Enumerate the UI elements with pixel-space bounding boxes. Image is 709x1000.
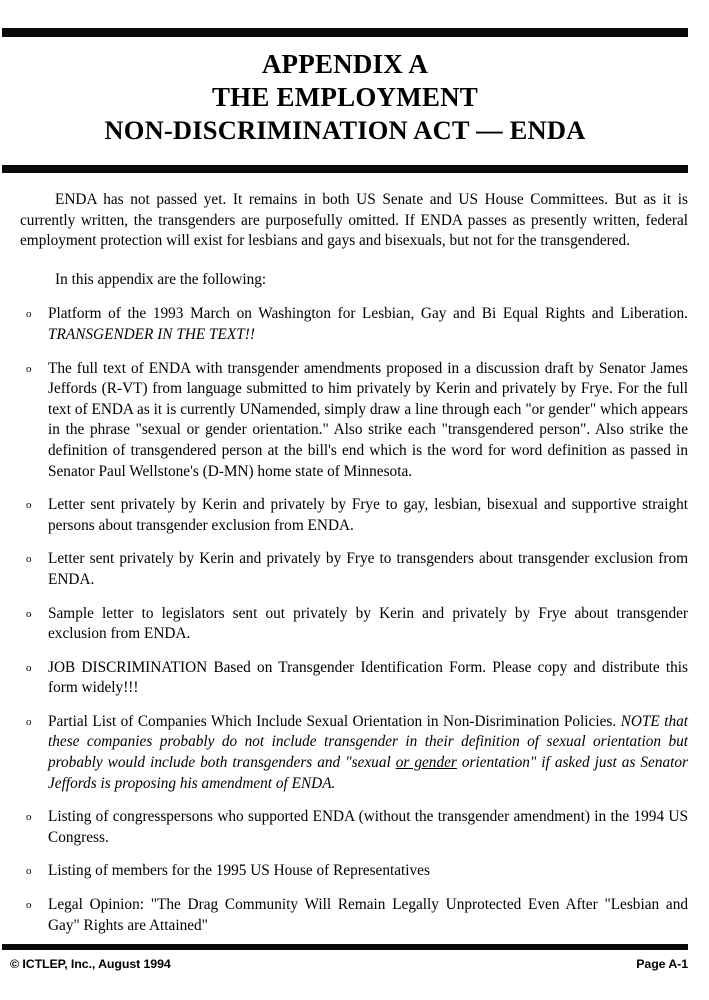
list-item-text: Partial List of Companies Which Include Sexual Orientation in Non-Disrimination Policies. <box>48 712 621 730</box>
page-number: Page A-1 <box>636 957 688 971</box>
list-item <box>20 304 688 345</box>
list-item-text: Platform of the 1993 March on Washington for Lesbian, Gay and Bi Equal Rights and Liberation. <box>48 305 688 323</box>
list-item-text: Listing of congresspersons who supported ENDA (without the transgender amendment) in the 1994 US Congress. <box>48 808 688 846</box>
document-body <box>20 190 688 949</box>
list-item-note-part-2: orientation" if asked just as Senator Jeffords is proposing his amendment of ENDA. <box>48 754 688 792</box>
list-item <box>20 549 688 590</box>
page-footer <box>10 957 688 971</box>
list-item <box>20 658 688 699</box>
lead-in-paragraph: In this appendix are the following: <box>55 270 267 288</box>
title-line-3: NON-DISCRIMINATION ACT — ENDA <box>104 115 586 145</box>
list-item-text: Legal Opinion: "The Drag Community Will Remain Legally Unprotected Even After "Lesbian and Gay" Rights are Attained" <box>48 896 688 934</box>
header-rule-top <box>2 28 688 37</box>
list-item-text: The full text of ENDA with transgender amendments proposed in a discussion draft by Senator James Jeffords (R-VT) from language submitted to him privately by Kerin and privately by Frye. For the full text of ENDA as it is currently UNamended, simply draw a line through each "or gender" which appears in the phrase "sexual or gender orientation." Also strike each "transgendered person". Also strike the definition of transgendered person at the bill's end which is the word for word definition as passed in Senator Paul Wellstone's (D-MN) home state of Minnesota. <box>48 359 688 480</box>
bullet-marker-icon: o <box>26 499 32 512</box>
header-rule-bottom <box>2 165 688 173</box>
bullet-marker-icon: o <box>26 811 32 824</box>
intro-paragraph: ENDA has not passed yet. It remains in both US Senate and US House Committees. But as it is currently written, the transgenders are purposefully omitted. If ENDA passes as presently written, federal employment protection will exist for lesbians and gays and bisexuals, but not for the transgendered. <box>20 191 688 250</box>
list-item <box>20 712 688 794</box>
contents-list <box>20 304 688 936</box>
list-item-note-underlined: or gender <box>395 754 457 772</box>
footer-rule <box>2 944 688 950</box>
list-item-text: Sample letter to legislators sent out privately by Kerin and privately by Frye about transgender exclusion from ENDA. <box>48 604 688 643</box>
list-item-text: Letter sent privately by Kerin and privately by Frye to gay, lesbian, bisexual and supportive straight persons about transgender exclusion from ENDA. <box>48 496 688 534</box>
list-item-emphasis: TRANSGENDER IN THE TEXT!! <box>48 325 255 343</box>
title-line-2: THE EMPLOYMENT <box>211 82 479 112</box>
bullet-marker-icon: o <box>26 661 32 674</box>
bullet-marker-icon: o <box>26 865 32 878</box>
copyright-notice: © ICTLEP, Inc., August 1994 <box>10 957 171 971</box>
bullet-marker-icon: o <box>26 362 32 375</box>
list-item <box>20 807 688 848</box>
page-title <box>2 48 688 147</box>
scan-edge-margin <box>703 0 709 1000</box>
bullet-marker-icon: o <box>26 553 32 566</box>
list-item-text: JOB DISCRIMINATION Based on Transgender Identification Form. Please copy and distribute this form widely!!! <box>48 658 688 697</box>
list-item-note-part-1: NOTE that these companies probably do not include transgender in their definition of sexual orientation but probably would include both transgenders and "sexual <box>48 712 688 772</box>
title-line-1: APPENDIX A <box>261 49 429 79</box>
bullet-marker-icon: o <box>26 899 32 912</box>
list-item-text: Listing of members for the 1995 US House of Representatives <box>48 862 430 880</box>
list-item <box>20 861 688 882</box>
list-item <box>20 359 688 483</box>
list-item <box>20 495 688 536</box>
bullet-marker-icon: o <box>26 715 32 728</box>
list-item-text: Letter sent privately by Kerin and privately by Frye to transgenders about transgender exclusion from ENDA. <box>48 550 688 588</box>
list-item <box>20 895 688 936</box>
bullet-marker-icon: o <box>26 308 32 321</box>
bullet-marker-icon: o <box>26 607 32 620</box>
list-item <box>20 604 688 645</box>
